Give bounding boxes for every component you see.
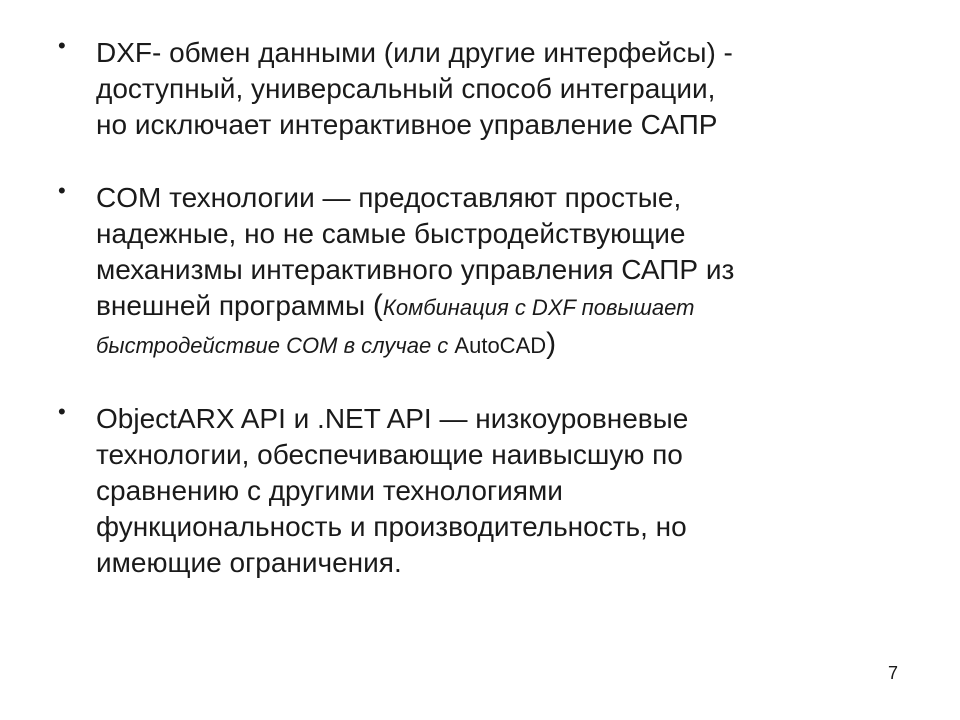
- bullet-item-com: [58, 180, 918, 364]
- bullet-marker: •: [58, 399, 66, 424]
- note-open-paren: (: [372, 289, 383, 322]
- bullet-marker: •: [58, 33, 66, 58]
- bullet-text: внешней программы: [96, 290, 373, 321]
- bullet-text-line: но исключает интерактивное управление САПР: [96, 109, 718, 140]
- bullet-item-objectarx: [58, 401, 918, 581]
- bullet-marker: •: [58, 178, 66, 203]
- bullet-text-line-with-note: [96, 288, 918, 326]
- bullet-list: [58, 35, 918, 618]
- bullet-text-line: технологии, обеспечивающие наивысшую по: [96, 439, 683, 470]
- bullet-text-line: функциональность и производительность, но: [96, 511, 687, 542]
- note-product-name: AutoCAD: [454, 333, 547, 358]
- bullet-text-line: механизмы интерактивного управления САПР из: [96, 254, 735, 285]
- bullet-text-line: имеющие ограничения.: [96, 547, 402, 578]
- bullet-item-dxf: [58, 35, 918, 143]
- bullet-text-line: COM технологии — предоставляют простые,: [96, 182, 682, 213]
- note-close-paren: ): [546, 327, 557, 360]
- note-italic-text: быстродействие COM в случае с: [96, 333, 455, 358]
- bullet-text-line: ObjectARX API и .NET API — низкоуровневые: [96, 403, 689, 434]
- note-italic-text: Комбинация с DXF повышает: [382, 295, 695, 320]
- bullet-text-line: надежные, но не самые быстродействующие: [96, 218, 686, 249]
- note-text-line: [96, 326, 918, 364]
- bullet-text-line: доступный, универсальный способ интеграции,: [96, 73, 716, 104]
- page-number: 7: [888, 663, 899, 683]
- bullet-text-line: сравнению с другими технологиями: [96, 475, 563, 506]
- bullet-text-line: DXF- обмен данными (или другие интерфейсы) -: [96, 37, 733, 68]
